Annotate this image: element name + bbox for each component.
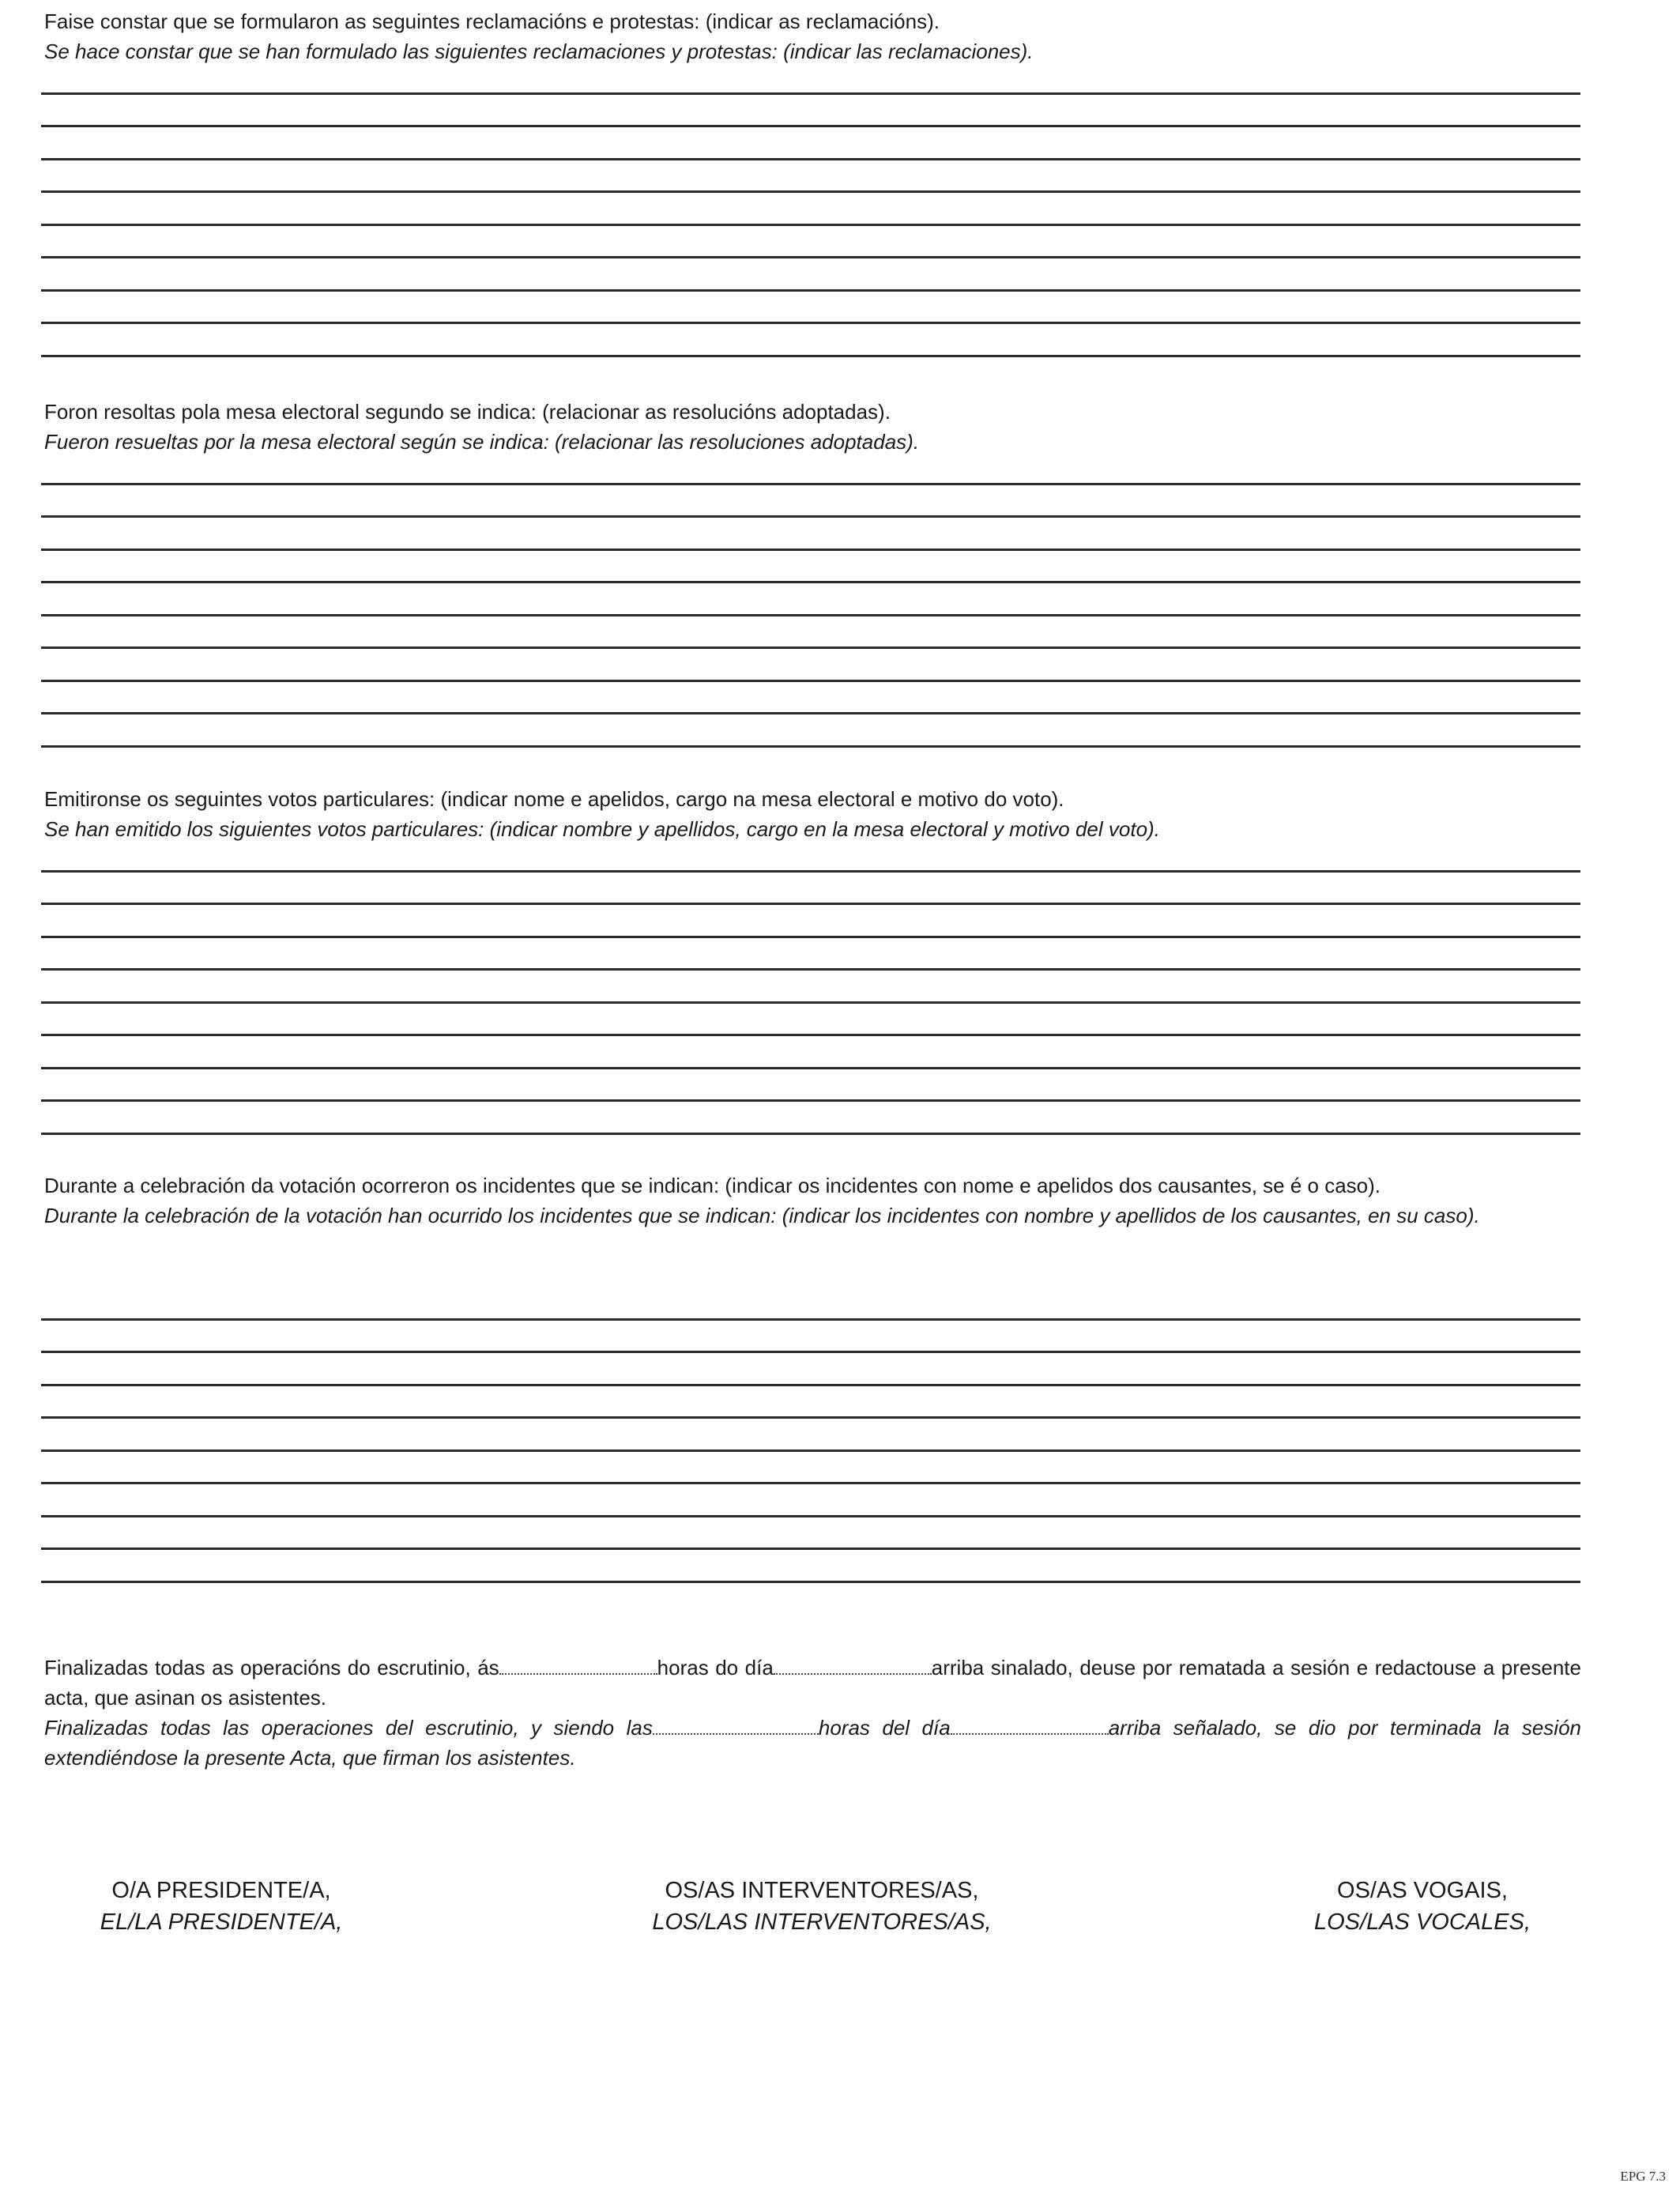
writing-line[interactable] [41, 680, 1580, 682]
section-text-gl: Emitironse os seguintes votos particulares: (indicar nome e apelidos, cargo na mesa electoral e motivo do voto). [44, 787, 1064, 811]
section-text-gl: Foron resoltas pola mesa electoral segundo se indica: (relacionar as resolucións adoptadas). [44, 400, 891, 424]
writing-line[interactable] [41, 483, 1580, 485]
writing-line[interactable] [41, 614, 1580, 616]
section-incidentes [44, 1171, 1581, 1231]
writing-line[interactable] [41, 92, 1580, 95]
writing-line[interactable] [41, 1449, 1580, 1452]
writing-line[interactable] [41, 903, 1580, 905]
closing-es-part2: horas del día [818, 1716, 951, 1740]
section-text-gl: Durante a celebración da votación ocorreron os incidentes que se indican: (indicar os incidentes con nome e apelidos dos causantes, se é o caso). [44, 1174, 1381, 1197]
signature-label-gl: O/A PRESIDENTE/A, [111, 1878, 331, 1903]
writing-line[interactable] [41, 1001, 1580, 1004]
signature-label-es: EL/LA PRESIDENTE/A, [100, 1909, 343, 1935]
writing-line[interactable] [41, 1581, 1580, 1583]
writing-line[interactable] [41, 515, 1580, 518]
writing-line[interactable] [41, 1034, 1580, 1036]
writing-line[interactable] [41, 355, 1580, 357]
section-text-es: Se hace constar que se han formulado las siguientes reclamaciones y protestas: (indicar las reclamaciones). [44, 40, 1034, 63]
writing-line[interactable] [41, 745, 1580, 748]
writing-line[interactable] [41, 224, 1580, 226]
signature-label-gl: OS/AS VOGAIS, [1337, 1878, 1508, 1903]
writing-line[interactable] [41, 1318, 1580, 1321]
signature-label-es: LOS/LAS VOCALES, [1313, 1909, 1531, 1935]
writing-line[interactable] [41, 1067, 1580, 1069]
writing-line[interactable] [41, 968, 1580, 971]
writing-line[interactable] [41, 1547, 1580, 1550]
writing-line[interactable] [41, 190, 1580, 193]
writing-line[interactable] [41, 125, 1580, 127]
writing-line[interactable] [41, 1416, 1580, 1419]
writing-line[interactable] [41, 647, 1580, 649]
section-text-es: Se han emitido los siguientes votos particulares: (indicar nombre y apellidos, cargo en la mesa electoral y motivo del voto). [44, 817, 1160, 841]
form-code: EPG 7.3 [1620, 2169, 1666, 2184]
writing-line[interactable] [41, 870, 1580, 873]
signature-vocales [1272, 1875, 1573, 1938]
day-field-es[interactable] [951, 1716, 1109, 1735]
writing-line[interactable] [41, 1482, 1580, 1484]
closing-text-gl [44, 1653, 1581, 1713]
writing-line[interactable] [41, 1384, 1580, 1386]
writing-line[interactable] [41, 256, 1580, 258]
hours-field-es[interactable] [653, 1716, 819, 1735]
day-field-gl[interactable] [774, 1656, 932, 1675]
closing-text-es [44, 1713, 1581, 1773]
writing-line[interactable] [41, 936, 1580, 938]
writing-line[interactable] [41, 322, 1580, 324]
signature-label-es: LOS/LAS INTERVENTORES/AS, [652, 1909, 992, 1935]
writing-line[interactable] [41, 1515, 1580, 1517]
section-reclamaciones [44, 6, 1581, 66]
section-votos-particulares [44, 784, 1581, 844]
writing-line[interactable] [41, 581, 1580, 583]
writing-line[interactable] [41, 548, 1580, 551]
writing-line[interactable] [41, 712, 1580, 714]
section-text-es: Fueron resueltas por la mesa electoral según se indica: (relacionar las resoluciones adoptadas). [44, 430, 920, 454]
closing-paragraph [44, 1653, 1581, 1773]
signature-president [79, 1875, 363, 1938]
hours-field-gl[interactable] [499, 1656, 657, 1675]
writing-line[interactable] [41, 1133, 1580, 1135]
writing-line[interactable] [41, 1351, 1580, 1353]
signature-interventores [608, 1875, 1035, 1938]
section-text-gl: Faise constar que se formularon as seguintes reclamacións e protestas: (indicar as reclamacións). [44, 9, 940, 33]
section-text-es: Durante la celebración de la votación han ocurrido los incidentes que se indican: (indicar los incidentes con nombre y apellidos de los causantes, en su caso). [44, 1204, 1480, 1227]
closing-gl-part1: Finalizadas todas as operacións do escrutinio, ás [44, 1656, 499, 1679]
closing-es-part3: arriba señalado, se dio por terminada la sesión extendiéndose la presente Acta, que firman los asistentes. [44, 1716, 1582, 1770]
signature-label-gl: OS/AS INTERVENTORES/AS, [665, 1878, 979, 1903]
writing-line[interactable] [41, 1099, 1580, 1102]
writing-line[interactable] [41, 289, 1580, 292]
closing-es-part1: Finalizadas todas las operaciones del escrutinio, y siendo las [44, 1716, 653, 1740]
writing-line[interactable] [41, 158, 1580, 160]
closing-gl-part2: horas do día [657, 1656, 774, 1679]
closing-gl-part3: arriba sinalado, deuse por rematada a sesión e redactouse a presente acta, que asinan os asistentes. [44, 1656, 1581, 1710]
section-resoluciones [44, 397, 1581, 457]
